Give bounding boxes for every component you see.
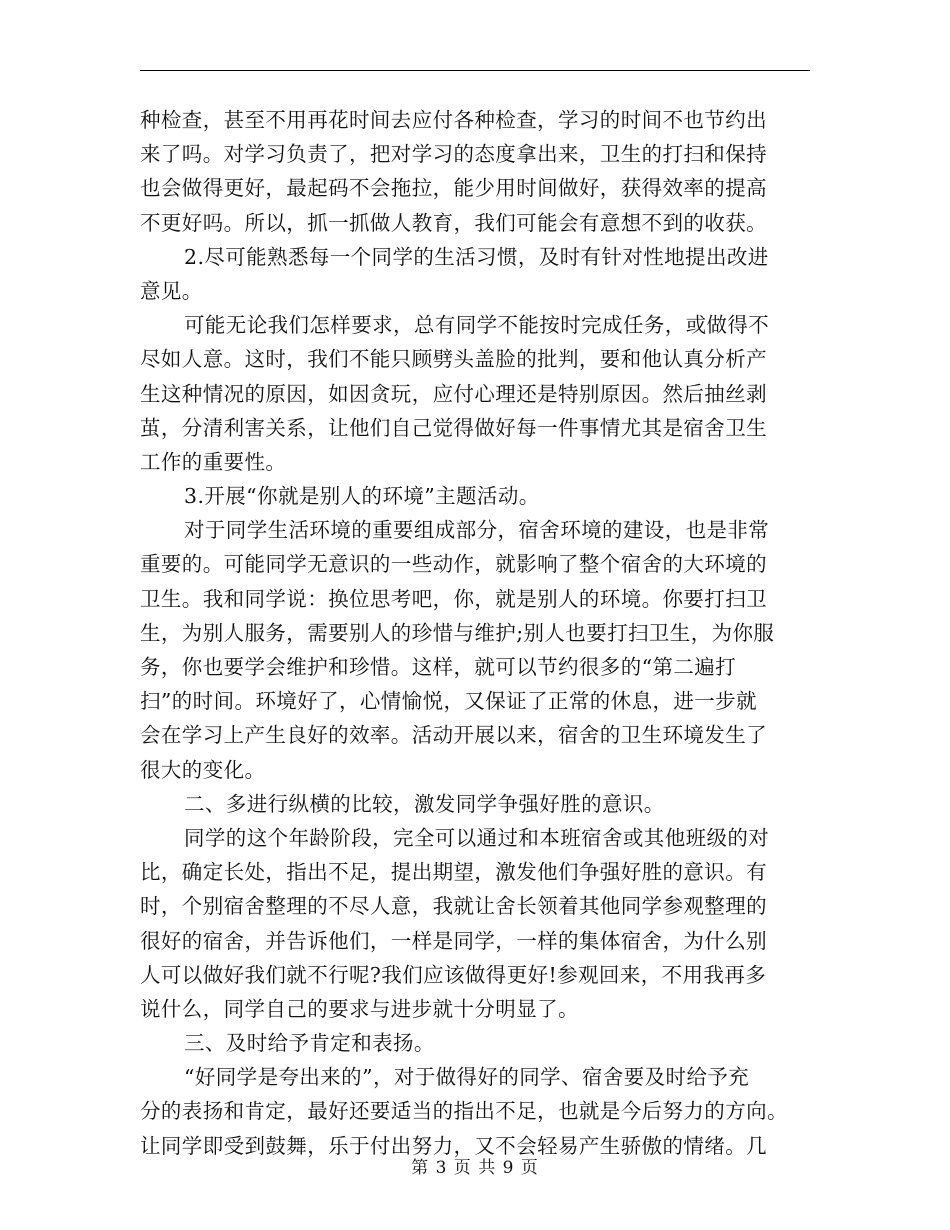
text-line: 卫生。我和同学说：换位思考吧，你，就是别人的环境。你要打扫卫	[140, 586, 767, 611]
text-line: 务，你也要学会维护和珍惜。这样，就可以节约很多的“第二遍打	[140, 655, 737, 679]
text-line: 3.开展“你就是别人的环境”主题活动。	[184, 484, 540, 509]
text-line: 重要的。可能同学无意识的一些动作，就影响了整个宿舍的大环境的	[140, 552, 767, 577]
text-line: 2.尽可能熟悉每一个同学的生活习惯，及时有针对性地提出改进	[184, 244, 769, 269]
text-line: 二、多进行纵横的比较，激发同学争强好胜的意识。	[184, 791, 665, 816]
document-body	[140, 103, 810, 1163]
text-line: 茧，分清利害关系，让他们自己觉得做好每一件事情尤其是宿舍卫生	[140, 415, 767, 440]
text-line: 比，确定长处，指出不足，提出期望，激发他们争强好胜的意识。有	[140, 860, 767, 885]
text-line: 生，为别人服务，需要别人的珍惜与维护;别人也要打扫卫生，为你服	[140, 620, 775, 645]
text-line: 工作的重要性。	[140, 449, 287, 474]
text-line: 来了吗。对学习负责了，把对学习的态度拿出来，卫生的打扫和保持	[140, 142, 767, 167]
text-line: 扫”的时间。环境好了，心情愉悦，又保证了正常的休息，进一步就	[140, 689, 757, 714]
text-line: 尽如人意。这时，我们不能只顾劈头盖脸的批判，要和他认真分析产	[140, 347, 767, 372]
text-line: 很好的宿舍，并告诉他们，一样是同学，一样的集体宿舍，为什么别	[140, 928, 767, 953]
text-line: 三、及时给予肯定和表扬。	[184, 1031, 435, 1056]
text-line: 种检查，甚至不用再花时间去应付各种检查，学习的时间不也节约出	[140, 108, 767, 132]
text-line: 不更好吗。所以，抓一抓做人教育，我们可能会有意想不到的收获。	[140, 210, 767, 235]
text-line: 意见。	[140, 278, 203, 303]
text-line: “好同学是夸出来的”，对于做得好的同学、宿舍要及时给予充	[184, 1065, 750, 1090]
page-number-footer: 第 3 页 共 9 页	[411, 1158, 539, 1178]
text-line: 可能无论我们怎样要求，总有同学不能按时完成任务，或做得不	[184, 313, 770, 338]
text-line: 同学的这个年龄阶段，完全可以通过和本班宿舍或其他班级的对	[184, 825, 770, 850]
header-rule	[140, 70, 810, 71]
text-line: 说什么，同学自己的要求与进步就十分明显了。	[140, 996, 579, 1021]
text-line: 很大的变化。	[140, 757, 266, 782]
text-line: 对于同学生活环境的重要组成部分，宿舍环境的建设，也是非常	[184, 518, 770, 543]
text-line: 生这种情况的原因，如因贪玩，应付心理还是特别原因。然后抽丝剥	[140, 381, 767, 406]
text-line: 也会做得更好，最起码不会拖拉，能少用时间做好，获得效率的提高	[140, 176, 767, 201]
text-line: 让同学即受到鼓舞，乐于付出努力，又不会轻易产生骄傲的情绪。几	[140, 1133, 767, 1158]
text-line: 会在学习上产生良好的效率。活动开展以来，宿舍的卫生环境发生了	[140, 723, 767, 748]
text-line: 人可以做好我们就不行呢?我们应该做得更好!参观回来，不用我再多	[140, 962, 767, 987]
text-line: 分的表扬和肯定，最好还要适当的指出不足，也就是今后努力的方向。	[140, 1099, 788, 1124]
text-line: 时，个别宿舍整理的不尽人意，我就让舍长领着其他同学参观整理的	[140, 894, 767, 919]
